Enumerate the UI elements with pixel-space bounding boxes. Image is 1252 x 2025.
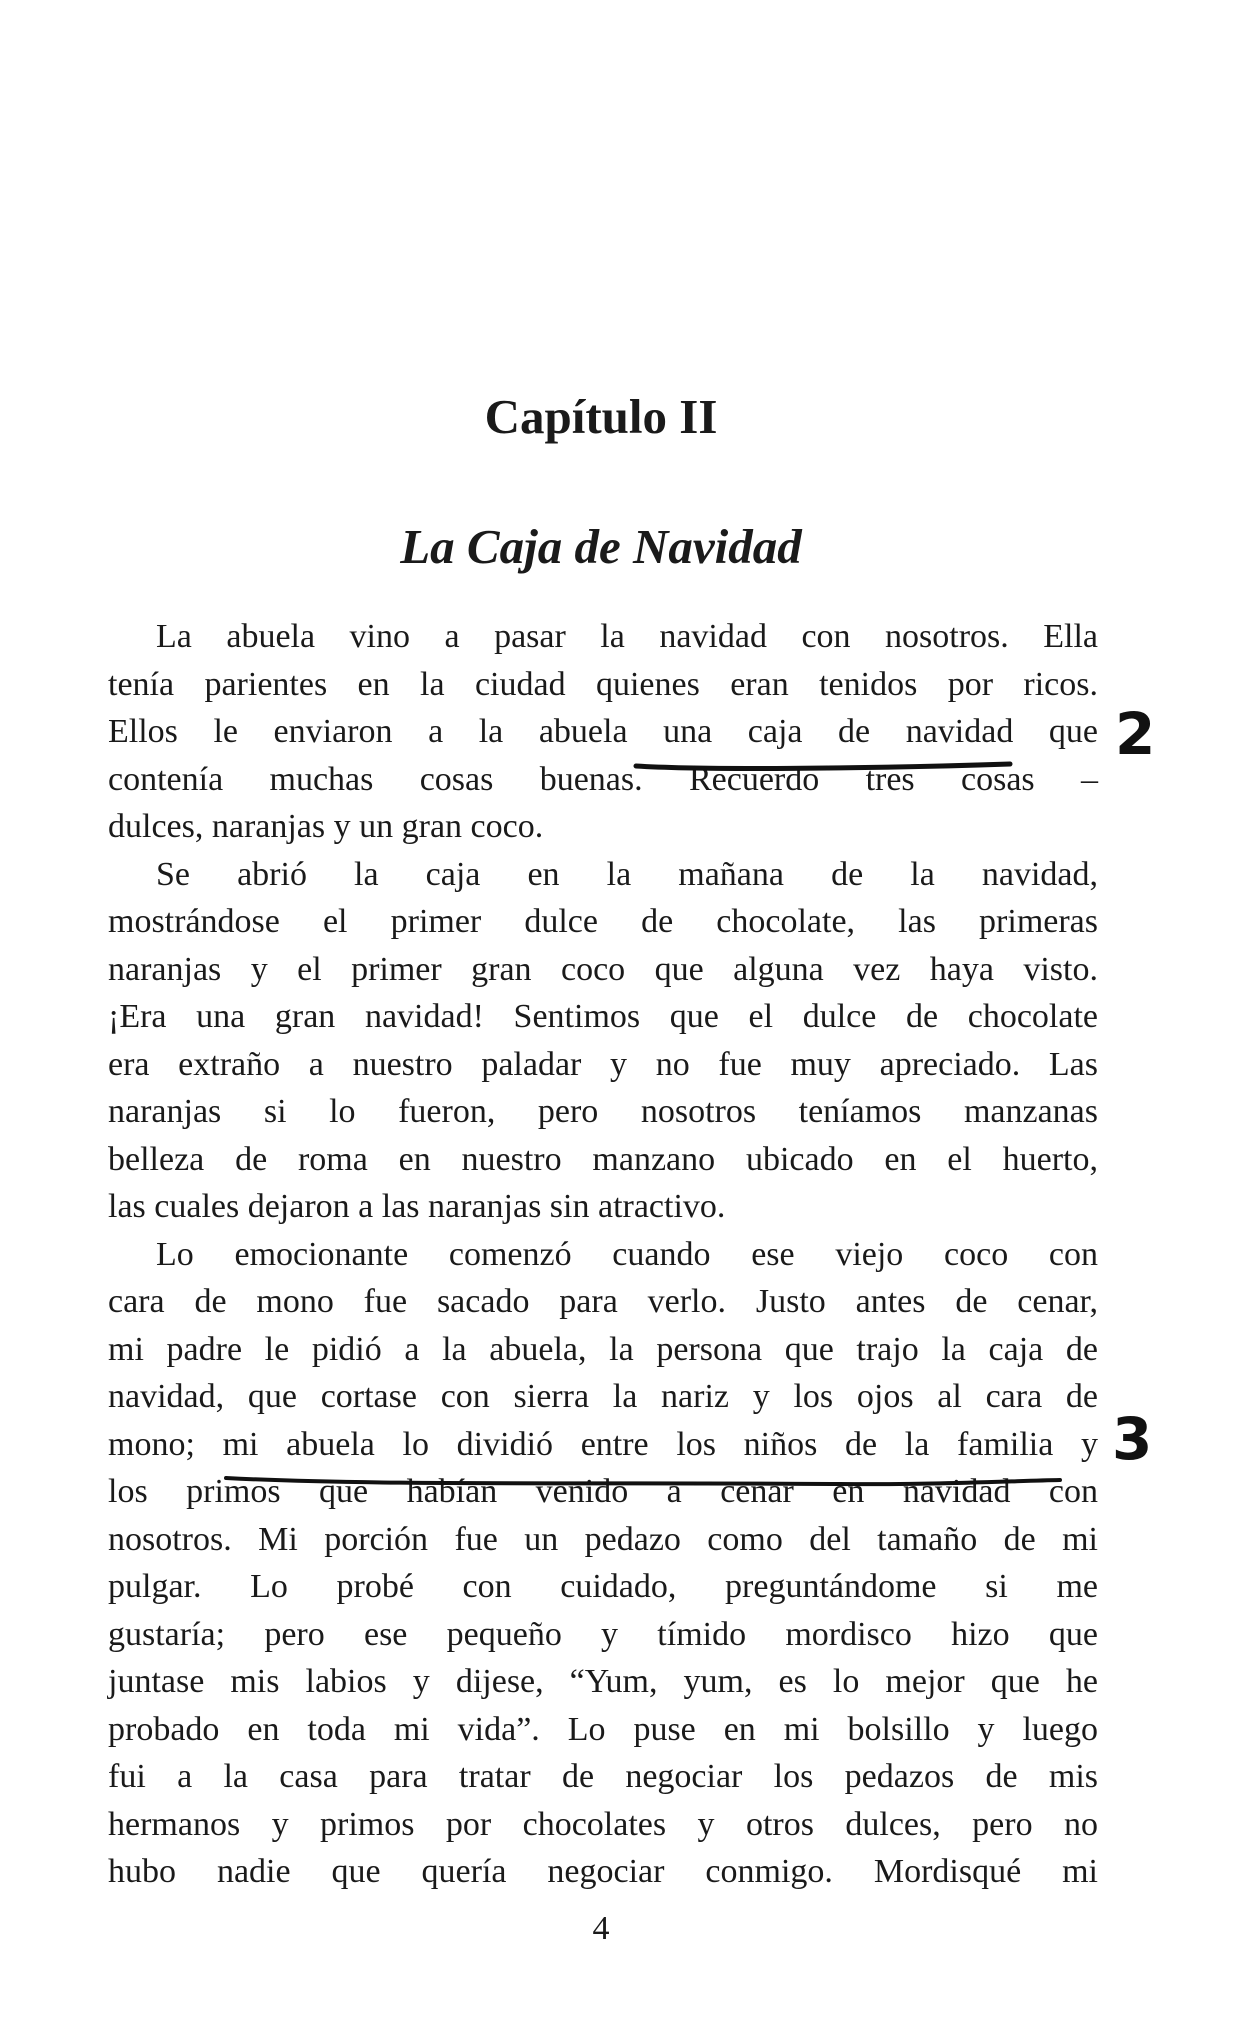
text-line: juntase mis labios y dijese, “Yum, yum, es lo mejor que he xyxy=(108,1663,1098,1700)
text-line: La abuela vino a pasar la navidad con nosotros. Ella xyxy=(156,618,1098,655)
text-line: naranjas si lo fueron, pero nosotros teníamos manzanas xyxy=(108,1093,1098,1130)
text-line: dulces, naranjas y un gran coco. xyxy=(108,808,544,845)
text-line: navidad, que cortase con sierra la nariz y los ojos al cara de xyxy=(108,1378,1098,1415)
page-number: 4 xyxy=(592,1910,610,1947)
body-text xyxy=(108,613,1098,1896)
text-line: belleza de roma en nuestro manzano ubicado en el huerto, xyxy=(108,1140,1098,1178)
text-line: Se abrió la caja en la mañana de la navidad, xyxy=(156,855,1098,893)
text-line: probado en toda mi vida”. Lo puse en mi bolsillo y luego xyxy=(108,1710,1098,1748)
text-line: mono; mi abuela lo dividió entre los niños de la familia y xyxy=(108,1425,1098,1463)
text-line: hubo nadie que quería negociar conmigo. Mordisqué mi xyxy=(108,1853,1098,1890)
text-line: mostrándose el primer dulce de chocolate, las primeras xyxy=(108,903,1098,940)
text-line: hermanos y primos por chocolates y otros dulces, pero no xyxy=(108,1805,1098,1843)
text-line: naranjas y el primer gran coco que alguna vez haya visto. xyxy=(108,950,1098,988)
text-line: Lo emocionante comenzó cuando ese viejo coco con xyxy=(156,1235,1098,1273)
text-line: tenía parientes en la ciudad quienes eran tenidos por ricos. xyxy=(108,665,1098,703)
text-line: pulgar. Lo probé con cuidado, preguntándome si me xyxy=(108,1568,1098,1605)
chapter-subtitle: La Caja de Navidad xyxy=(400,519,802,574)
text-line: ¡Era una gran navidad! Sentimos que el dulce de chocolate xyxy=(108,998,1098,1035)
text-line: era extraño a nuestro paladar y no fue muy apreciado. Las xyxy=(108,1045,1098,1083)
text-line: los primos que habían venido a cenar en navidad con xyxy=(108,1473,1098,1510)
margin-note: 2 xyxy=(1115,700,1156,768)
margin-note: 3 xyxy=(1112,1405,1153,1473)
text-line: las cuales dejaron a las naranjas sin atractivo. xyxy=(108,1188,726,1225)
text-line: nosotros. Mi porción fue un pedazo como del tamaño de mi xyxy=(108,1520,1098,1558)
text-line: mi padre le pidió a la abuela, la persona que trajo la caja de xyxy=(108,1330,1098,1368)
text-line: Ellos le enviaron a la abuela una caja de navidad que xyxy=(108,713,1098,750)
text-line: cara de mono fue sacado para verlo. Justo antes de cenar, xyxy=(108,1283,1098,1320)
chapter-title: Capítulo II xyxy=(484,389,718,444)
text-line: fui a la casa para tratar de negociar los pedazos de mis xyxy=(108,1758,1098,1795)
text-line: contenía muchas cosas buenas. Recuerdo tres cosas – xyxy=(108,760,1098,798)
text-line: gustaría; pero ese pequeño y tímido mordisco hizo que xyxy=(108,1615,1098,1653)
